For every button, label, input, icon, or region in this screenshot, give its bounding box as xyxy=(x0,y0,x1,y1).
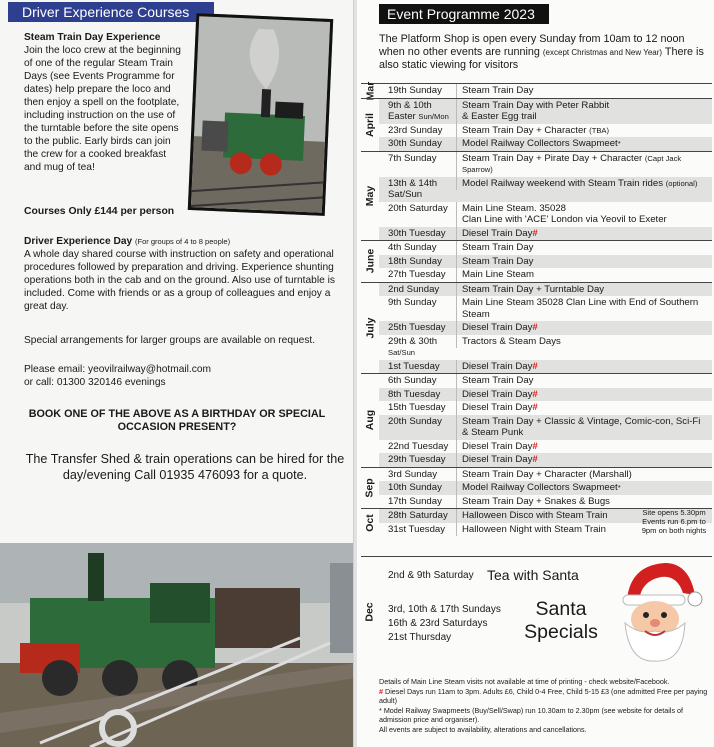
contact-phone: or call: 01300 320146 evenings xyxy=(24,377,166,388)
month-block-oct xyxy=(361,508,712,536)
section-header: Event Programme 2023 xyxy=(379,4,549,24)
footnote-swapmeet: * Model Railway Swapmeets (Buy/Sell/Swap) run 10.30am to 2.30pm (see website for details of admission price and organiser). xyxy=(379,705,684,725)
event-name: Steam Train Day xyxy=(456,374,712,388)
footnote-mainline: Details of Main Line Steam visits not available at time of printing - check website/Facebook. xyxy=(379,677,670,686)
hash-mark: # xyxy=(379,686,383,696)
month-label: May xyxy=(364,185,376,206)
event-date: 15th Tuesday xyxy=(388,402,446,413)
event-row xyxy=(379,255,712,269)
event-date: 31st Tuesday xyxy=(388,523,446,535)
diesel-mark: # xyxy=(532,322,538,333)
month-block-dec xyxy=(361,556,712,665)
transfer-shed-hire: The Transfer Shed & train operations can be hired for the day/evening Call 01935 476093 for a quote. xyxy=(25,452,345,482)
event-date: 28th Saturday xyxy=(388,510,448,521)
month-block-aug xyxy=(361,373,712,467)
diesel-mark: # xyxy=(532,402,538,413)
santa-specials-title: Santa Specials xyxy=(524,598,598,643)
turntable-locomotive-photo xyxy=(0,543,356,747)
driver-experience-panel xyxy=(0,0,356,747)
event-date: 18th Sunday xyxy=(388,255,442,267)
event-date: 9th Sunday xyxy=(388,297,437,308)
event-name: Steam Train Day + Classic & Vintage, Comic-con, Sci-Fi & Steam Punk xyxy=(456,415,712,440)
event-date: 22nd Tuesday xyxy=(388,440,449,452)
event-row xyxy=(379,388,712,402)
event-row xyxy=(379,268,712,282)
steam-locomotive-photo xyxy=(188,13,333,216)
santa-illustration xyxy=(611,559,703,663)
footnote-diesel: # Diesel Days run 11am to 3pm. Adults £6, Child 0-4 Free, Child 5-15 £3 (one admitted Free per paying adult) xyxy=(379,686,708,706)
contact-info xyxy=(24,363,342,389)
event-date: 30th Tuesday xyxy=(388,227,446,239)
event-date: 3rd Sunday xyxy=(388,468,438,480)
event-row xyxy=(379,227,712,241)
event-row xyxy=(379,374,712,388)
event-date: 6th Sunday xyxy=(388,375,437,386)
event-name: Main Line Steam 35028 Clan Line with End of Southern Steam xyxy=(456,296,712,321)
event-name: Model Railway Collectors Swapmeet* xyxy=(456,137,712,151)
event-name: Steam Train Day + Character (TBA) xyxy=(456,124,712,138)
event-date: 2nd Sunday xyxy=(388,283,440,295)
month-block-april xyxy=(361,98,712,151)
event-date: 29th & 30th Sat/Sun xyxy=(388,335,438,357)
month-label: Oct xyxy=(364,513,377,532)
event-name: Diesel Train Day# xyxy=(456,401,712,415)
event-date: 29th Tuesday xyxy=(388,454,446,465)
event-date: 16th & 23rd Saturdays xyxy=(388,618,488,629)
event-name: Halloween Disco with Steam Train xyxy=(456,509,636,523)
event-date: 20th Sunday xyxy=(388,415,442,427)
platform-shop-intro xyxy=(379,33,707,72)
diesel-mark: # xyxy=(532,388,538,400)
event-date: 10th Sunday xyxy=(388,482,442,493)
event-row xyxy=(379,481,712,495)
event-row xyxy=(379,440,712,454)
event-date: 25th Tuesday xyxy=(388,322,446,333)
event-date: 4th Sunday xyxy=(388,242,437,253)
event-name: Steam Train Day with Peter Rabbit & Easter Egg trail xyxy=(456,99,712,124)
month-label: Sep xyxy=(364,478,377,498)
swapmeet-mark: * xyxy=(617,139,621,148)
event-name: Steam Train Day xyxy=(456,241,712,255)
event-date: 20th Saturday xyxy=(388,202,448,214)
driver-day-group-note: (For groups of 4 to 8 people) xyxy=(135,237,231,246)
event-name: Steam Train Day + Turntable Day xyxy=(456,283,712,297)
event-row xyxy=(379,152,712,177)
event-name: Diesel Train Day# xyxy=(456,453,712,467)
month-label: Dec xyxy=(364,601,377,622)
event-date: 1st Tuesday xyxy=(388,360,440,372)
event-name: Model Railway weekend with Steam Train rides (optional) xyxy=(456,177,712,191)
event-row xyxy=(379,84,712,98)
santa-specials-dates xyxy=(388,603,501,645)
event-name: Tractors & Steam Days xyxy=(456,335,712,349)
event-date: 30th Sunday xyxy=(388,138,442,149)
steam-day-title: Steam Train Day Experience xyxy=(24,32,161,43)
event-name: Main Line Steam. 35028 Clan Line with 'ACE' London via Yeovil to Exeter xyxy=(456,202,712,227)
event-row xyxy=(379,202,712,227)
special-arrangements: Special arrangements for larger groups are available on request. xyxy=(24,335,316,346)
month-block-june xyxy=(361,240,712,282)
month-block-sep xyxy=(361,467,712,509)
event-date: 27th Tuesday xyxy=(388,269,446,280)
driver-day-title: Driver Experience Day xyxy=(24,236,133,247)
asterisk-mark: * xyxy=(379,705,382,715)
event-note: Site opens 5.30pm Events run 6.pm to 9pm on both nights xyxy=(641,508,707,535)
event-date: 9th & 10th Easter Sun/Mon xyxy=(388,99,449,122)
event-row xyxy=(379,321,712,335)
event-programme-panel xyxy=(357,0,714,747)
event-date: 21st Thursday xyxy=(388,632,452,643)
event-date: 13th & 14th Sat/Sun xyxy=(388,177,438,200)
diesel-mark: # xyxy=(532,440,538,452)
intro-tail: There is also static viewing for visitors xyxy=(379,46,704,71)
event-name: Diesel Train Day# xyxy=(456,440,712,454)
event-date: 7th Sunday xyxy=(388,152,437,164)
event-row xyxy=(379,453,712,467)
footnote-availability: All events are subject to availability, alterations and cancellations. xyxy=(379,724,587,734)
event-row xyxy=(379,137,712,151)
event-name: Steam Train Day xyxy=(456,84,712,98)
event-row xyxy=(379,283,712,297)
diesel-mark: # xyxy=(532,227,538,239)
driver-experience-day-block xyxy=(24,235,342,313)
month-label: Mar xyxy=(364,81,376,101)
event-row xyxy=(379,401,712,415)
event-row xyxy=(379,360,712,374)
event-date: 17th Sunday xyxy=(388,495,442,507)
event-date: 2nd & 9th Saturday xyxy=(388,570,474,581)
month-label: June xyxy=(364,248,377,274)
event-name: Tea with Santa xyxy=(487,567,579,583)
gift-offer: BOOK ONE OF THE ABOVE AS A BIRTHDAY OR SPECIAL OCCASION PRESENT? xyxy=(28,408,326,433)
event-name: Steam Train Day + Character (Marshall) xyxy=(456,468,712,482)
event-name: Steam Train Day xyxy=(456,255,712,269)
month-block-may xyxy=(361,151,712,241)
event-date: 19th Sunday xyxy=(388,85,442,96)
swapmeet-mark: * xyxy=(617,483,621,492)
footnotes xyxy=(379,677,711,735)
event-name: Halloween Night with Steam Train xyxy=(456,523,636,537)
steam-day-body: Join the loco crew at the beginning of one of the regular Steam Train Days (see Events Programme for dates) help prepare the loco and then enjoy a spell on the footplate, including instruction on the use of the turntable before the site opens to the public. Early birds can join the crew for a cooked breakfast and mug of tea! xyxy=(24,45,181,173)
event-name: Diesel Train Day# xyxy=(456,227,712,241)
event-row xyxy=(379,415,712,440)
intro-text: The Platform Shop is open every Sunday from 10am to 12 noon when no other events are running xyxy=(379,33,685,58)
contact-email[interactable]: Please email: yeovilrailway@hotmail.com xyxy=(24,364,211,375)
event-date: 3rd, 10th & 17th Sundays xyxy=(388,604,501,615)
intro-exception: (except Christmas and New Year) xyxy=(542,48,663,57)
steam-day-experience-block xyxy=(24,31,184,174)
section-header: Driver Experience Courses xyxy=(8,2,214,22)
month-label: Aug xyxy=(364,410,377,431)
month-label: April xyxy=(364,112,377,137)
event-schedule xyxy=(361,83,712,536)
event-name: Main Line Steam xyxy=(456,268,712,282)
event-row xyxy=(379,241,712,255)
month-block-mar xyxy=(361,81,712,101)
month-label: July xyxy=(364,317,377,339)
event-row xyxy=(379,495,712,509)
courses-price: Courses Only £144 per person xyxy=(24,206,175,217)
event-name: Diesel Train Day# xyxy=(456,360,712,374)
event-date: 8th Tuesday xyxy=(388,388,441,400)
event-name: Steam Train Day + Snakes & Bugs xyxy=(456,495,712,509)
event-name: Model Railway Collectors Swapmeet* xyxy=(456,481,712,495)
event-row xyxy=(379,124,712,138)
event-name: Steam Train Day + Pirate Day + Character (Capt Jack Sparrow) xyxy=(456,152,712,177)
driver-day-body: A whole day shared course with instruction on safety and operational procedures followed by preparation and driving. Experience shunting operations both in the cab and on the ground. Also use of turntable is included. Come with friends or as a group of colleagues and enjoy a great day. xyxy=(24,249,335,312)
diesel-mark: # xyxy=(532,454,538,465)
diesel-mark: # xyxy=(532,360,538,372)
event-row xyxy=(379,335,712,360)
event-row xyxy=(379,468,712,482)
event-row xyxy=(379,99,712,124)
event-row xyxy=(379,177,712,202)
event-name: Diesel Train Day# xyxy=(456,321,712,335)
event-date: 23rd Sunday xyxy=(388,124,443,136)
event-row xyxy=(379,296,712,321)
month-block-july xyxy=(361,282,712,374)
event-name: Diesel Train Day# xyxy=(456,388,712,402)
